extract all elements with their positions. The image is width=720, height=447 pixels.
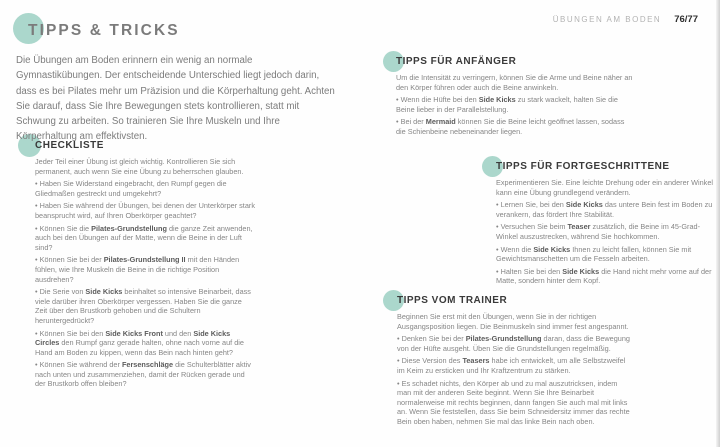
bullet-item: • Wenn die Hüfte bei den Side Kicks zu stark wackelt, halten Sie die Beine lieber in der Parallelstellung. — [396, 95, 618, 114]
section-body — [35, 157, 256, 389]
bullet-item: • Können Sie bei den Side Kicks Front und den Side Kicks Circles den Rumpf ganz gerade halten, ohne nach vorne auf die Hand am Boden zu kippen, wenn das Bein nach hinten geht? — [35, 328, 244, 357]
running-header — [553, 14, 698, 25]
chapter-label: ÜBUNGEN AM BODEN — [552, 15, 662, 24]
bullet-item: • Können Sie die Pilates-Grundstellung die ganze Zeit anwenden, auch bei den Übungen auf der Matte, wenn die Beine in der Luft sind? — [35, 223, 253, 252]
bullet-item: • Haben Sie Widerstand eingebracht, den Rumpf gegen die Gliedmaßen gestreckt und umgekehrt? — [35, 179, 227, 198]
bullet-item: • Diese Version des Teasers habe ich entwickelt, um alle Selbstzweifel im Keim zu ersticken und Ihr Kraftzentrum zu stärken. — [397, 356, 626, 375]
section-tipps-anfaenger — [383, 48, 635, 140]
section-tipps-fortgeschrittene — [482, 152, 715, 289]
bullet-item: • Können Sie bei der Pilates-Grundstellung II mit den Händen fühlen, wie Ihre Muskeln die Beine in die richtige Position ausdrehen? — [35, 255, 240, 284]
section-intro: Jeder Teil einer Übung ist gleich wichtig. Kontrollieren Sie sich permanent, auch wenn Sie eine Übung zu beherrschen glauben. — [35, 157, 244, 176]
page-edge-shadow — [716, 0, 720, 447]
section-intro: Experimentieren Sie. Eine leichte Drehung oder ein anderer Winkel kann eine Übung grundlegend verändern. — [496, 178, 713, 197]
bullet-item: • Es schadet nichts, den Körper ab und zu mal auszutricksen, indem man mit der anderen Seite beginnt. Wenn Sie Ihre Beinarbeit normalerweise mit rechts beginnen, dann fangen Sie auch mal mit links an. Wenn Sie feststellen, dass Sie beim Schneidersitz immer das rechte Bein oben haben, nehmen Sie mal das linke Bein nach oben. — [397, 378, 630, 426]
intro-paragraph: Die Übungen am Boden erinnern ein wenig an normale Gymnastikübungen. Der entscheidende Unterschied liegt jedoch darin, dass es bei Pilates mehr um Präzision und die Körperhaltung geht. Achten Sie darauf, dass Sie Ihre Bewegungen stets kontrollieren, statt mit Schwung zu arbeiten. So trainieren Sie Ihre Muskeln und Ihre Körperhaltung am effektivsten. — [16, 55, 335, 143]
bullet-item: • Lernen Sie, bei den Side Kicks das untere Bein fest im Boden zu verankern, das fördert Ihre Stabilität. — [496, 200, 713, 219]
section-title: TIPPS FÜR FORTGESCHRITTENE — [496, 161, 670, 172]
bullet-item: • Können Sie während der Fersenschläge die Schulterblätter aktiv nach unten und zusammenziehen, damit der Rücken gerade und der Brustkorb offen bleiben? — [35, 360, 251, 389]
bullet-item: • Wenn die Side Kicks Ihnen zu leicht fallen, können Sie mit Gewichtsmanschetten um die Fesseln arbeiten. — [496, 244, 692, 264]
section-tipps-vom-trainer — [383, 287, 631, 430]
bullet-item: • Halten Sie bei den Side Kicks die Hand nicht mehr vorne auf der Matte, sondern hinter dem Kopf. — [496, 266, 712, 286]
section-intro: Beginnen Sie erst mit den Übungen, wenn Sie in der richtigen Ausgangsposition liegen. Die Beinmuskeln sind immer fest angespannt. — [397, 312, 629, 331]
page-numbers: 76/77 — [674, 14, 698, 25]
section-body — [396, 73, 635, 137]
bullet-item: • Haben Sie während der Übungen, bei denen der Unterkörper stark beansprucht wird, auf Ihren Oberkörper geachtet? — [35, 201, 255, 220]
page-title: TIPPS & TRICKS — [28, 22, 180, 39]
section-title: CHECKLISTE — [35, 140, 104, 151]
bullet-item: • Versuchen Sie beim Teaser zusätzlich, die Beine im 45-Grad-Winkel auszustrecken, während Sie hochkommen. — [496, 222, 701, 241]
section-title: TIPPS FÜR ANFÄNGER — [396, 56, 517, 67]
section-checkliste — [16, 132, 256, 392]
section-body — [397, 312, 631, 427]
section-body — [496, 178, 715, 286]
bullet-item: • Denken Sie bei der Pilates-Grundstellung daran, dass die Bewegung von der Hüfte ausgeht. Üben Sie die Grundstellungen regelmäßig. — [397, 334, 630, 353]
section-title: TIPPS VOM TRAINER — [397, 295, 508, 306]
bullet-item: • Die Serie von Side Kicks beinhaltet so intensive Beinarbeit, dass viele darüber ihren Oberkörper vergessen. Haben Sie die ganze Zeit über den Brustkorb gehoben und die Schultern heruntergedrückt? — [35, 287, 251, 325]
section-intro: Um die Intensität zu verringern, können Sie die Arme und Beine näher an den Körper führen oder auch die Beine anwinkeln. — [396, 73, 633, 92]
bullet-item: • Bei der Mermaid können Sie die Beine leicht geöffnet lassen, sodass die Schienbeine nebeneinander liegen. — [396, 117, 625, 136]
